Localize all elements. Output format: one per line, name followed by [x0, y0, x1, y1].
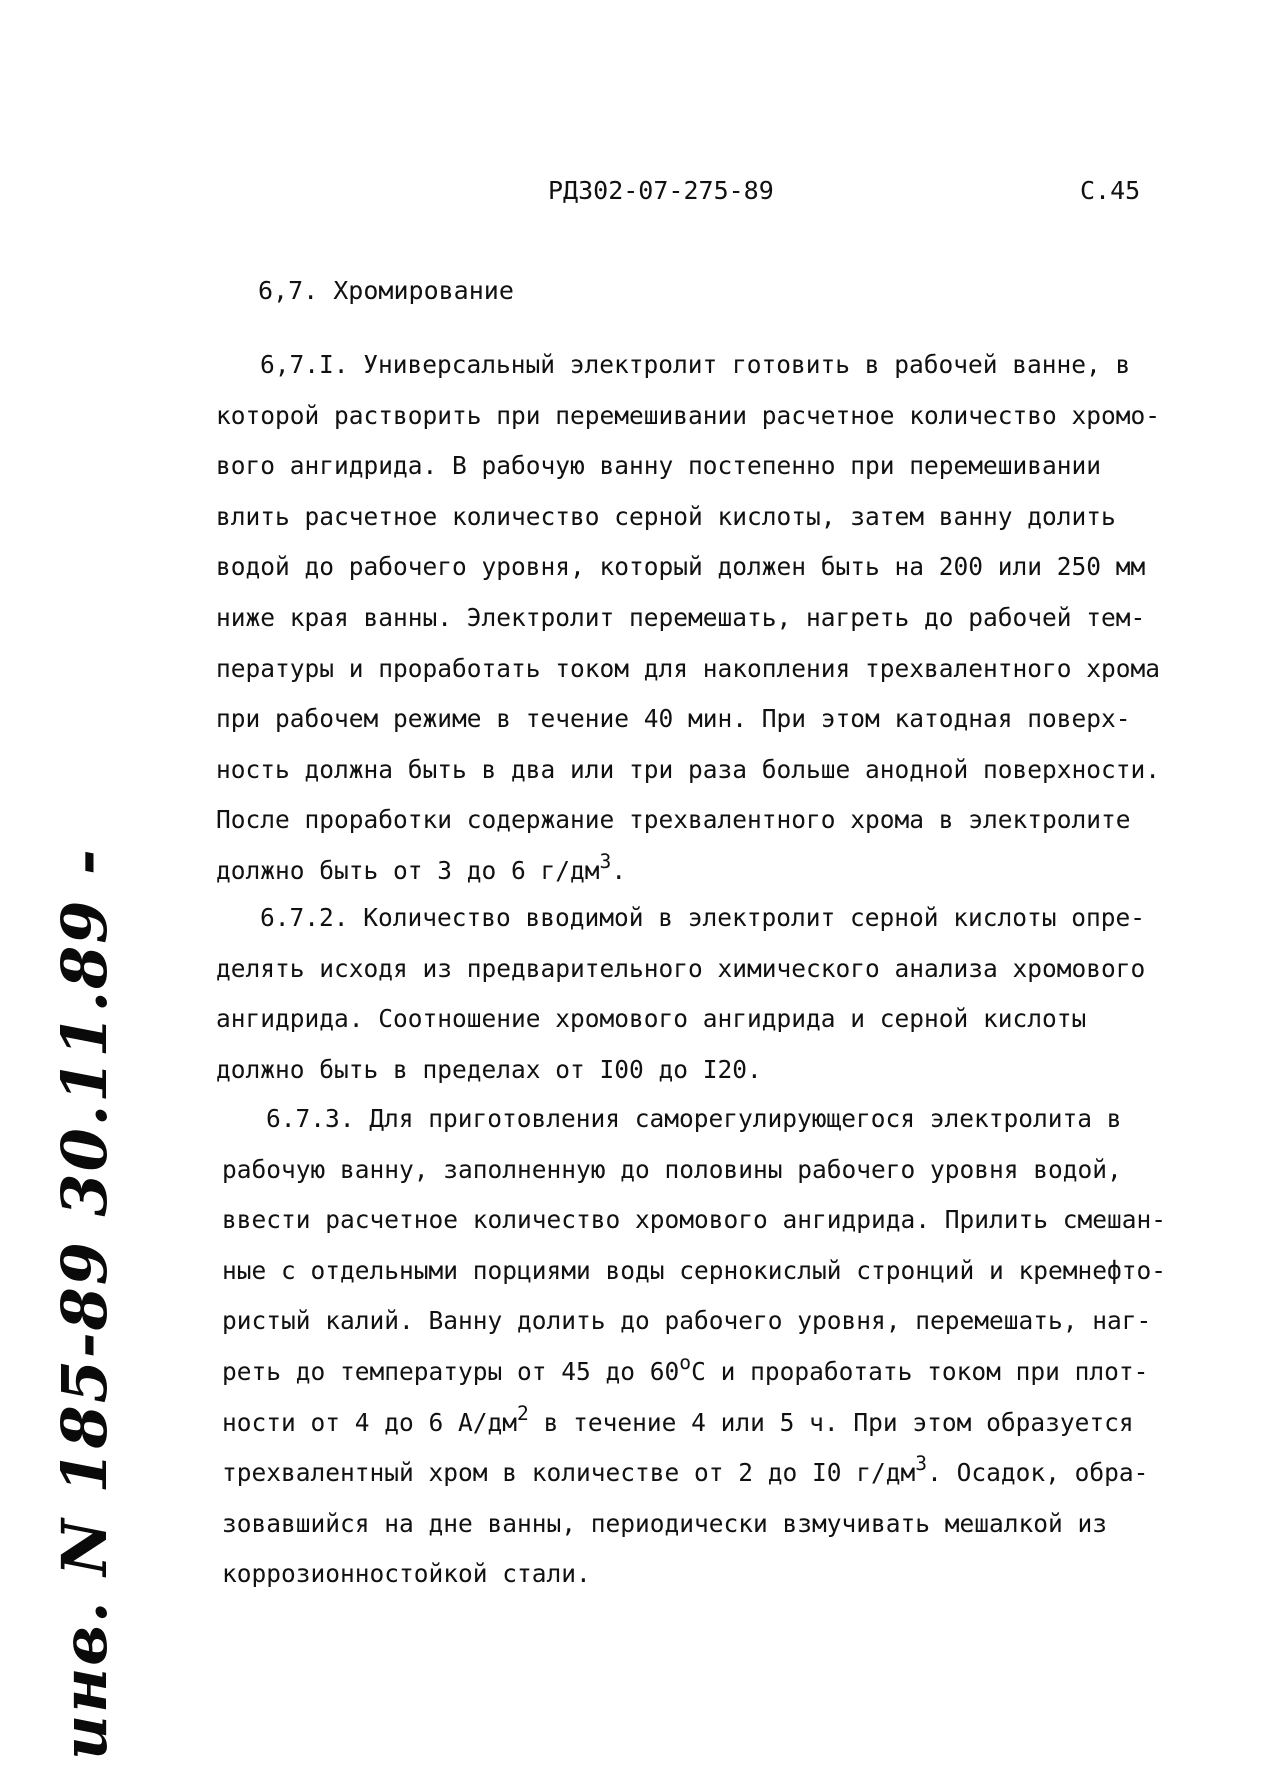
page-number: С.45 — [1080, 176, 1141, 205]
text-fragment: в течение 4 или 5 ч. При этом образуется — [528, 1407, 1134, 1437]
paragraph-6-7-1 — [216, 340, 1206, 897]
text-line: ангидрида. Соотношение хромового ангидрида и серной кислоты — [216, 1004, 1087, 1034]
text-line — [216, 846, 1206, 897]
text-line: которой растворить при перемешивании расчетное количество хромо- — [216, 400, 1161, 430]
text-line: ность должна быть в два или три раза больше анодной поверхности. — [216, 754, 1161, 784]
text-fragment: реть до температуры от 45 до 60 — [222, 1356, 680, 1386]
text-line: ристый калий. Ванну долить до рабочего уровня, перемешать, наг- — [222, 1306, 1152, 1336]
text-fragment: должно быть от 3 до 6 г/дм — [216, 855, 600, 885]
text-line — [222, 1347, 1212, 1398]
superscript: 3 — [915, 1452, 928, 1476]
paragraph-6-7-2 — [216, 893, 1206, 1095]
text-line: зовавшийся на дне ванны, периодически взмучивать мешалкой из — [222, 1508, 1108, 1538]
text-line: рабочую ванну, заполненную до половины рабочего уровня водой, — [222, 1154, 1122, 1184]
text-fragment: трехвалентный хром в количестве от 2 до I0 г/дм — [222, 1458, 916, 1488]
text-line: 6.7.3. Для приготовления саморегулирующегося электролита в — [266, 1104, 1122, 1133]
text-line: влить расчетное количество серной кислоты, затем ванну долить — [216, 501, 1116, 531]
text-line: коррозионностойкой стали. — [222, 1559, 591, 1589]
text-line: пературы и проработать током для накопления трехвалентного хрома — [216, 653, 1161, 683]
superscript: 2 — [517, 1401, 529, 1425]
text-line: 6,7.I. Универсальный электролит готовить в рабочей ванне, в — [260, 350, 1131, 379]
text-line: 6.7.2. Количество вводимой в электролит серной кислоты опре- — [260, 903, 1146, 932]
text-fragment: С и проработать током при плот- — [691, 1356, 1149, 1386]
text-line: водой до рабочего уровня, который должен быть на 200 или 250 мм — [216, 552, 1146, 582]
text-line: ные с отдельными порциями воды сернокислый стронций и кремнефто- — [222, 1255, 1167, 1285]
handwritten-inventory-note: инв. N 185-89 30.11.89 - — [48, 847, 121, 1760]
text-line: После проработки содержание трехвалентного хрома в электролите — [216, 805, 1131, 835]
text-line — [222, 1448, 1212, 1499]
text-line: ниже края ванны. Электролит перемешать, нагреть до рабочей тем- — [216, 602, 1146, 632]
degree-superscript: о — [679, 1351, 692, 1375]
text-fragment: . — [611, 855, 627, 885]
paragraph-6-7-3 — [222, 1094, 1212, 1600]
text-line: ввести расчетное количество хромового ангидрида. Прилить смешан- — [222, 1205, 1167, 1235]
text-fragment: ности от 4 до 6 А/дм — [222, 1407, 518, 1437]
document-code: РД302-07-275-89 — [548, 176, 774, 205]
text-line — [222, 1398, 1212, 1449]
text-line: вого ангидрида. В рабочую ванну постепенно при перемешивании — [216, 451, 1102, 481]
text-line: должно быть в пределах от I00 до I20. — [216, 1054, 762, 1084]
section-title: 6,7. Хромирование — [258, 276, 514, 305]
text-line: при рабочем режиме в течение 40 мин. При этом катодная поверх- — [216, 704, 1131, 734]
text-line: делять исходя из предварительного химического анализа хромового — [216, 953, 1146, 983]
superscript: 3 — [599, 850, 612, 874]
text-fragment: . Осадок, обра- — [927, 1458, 1149, 1488]
